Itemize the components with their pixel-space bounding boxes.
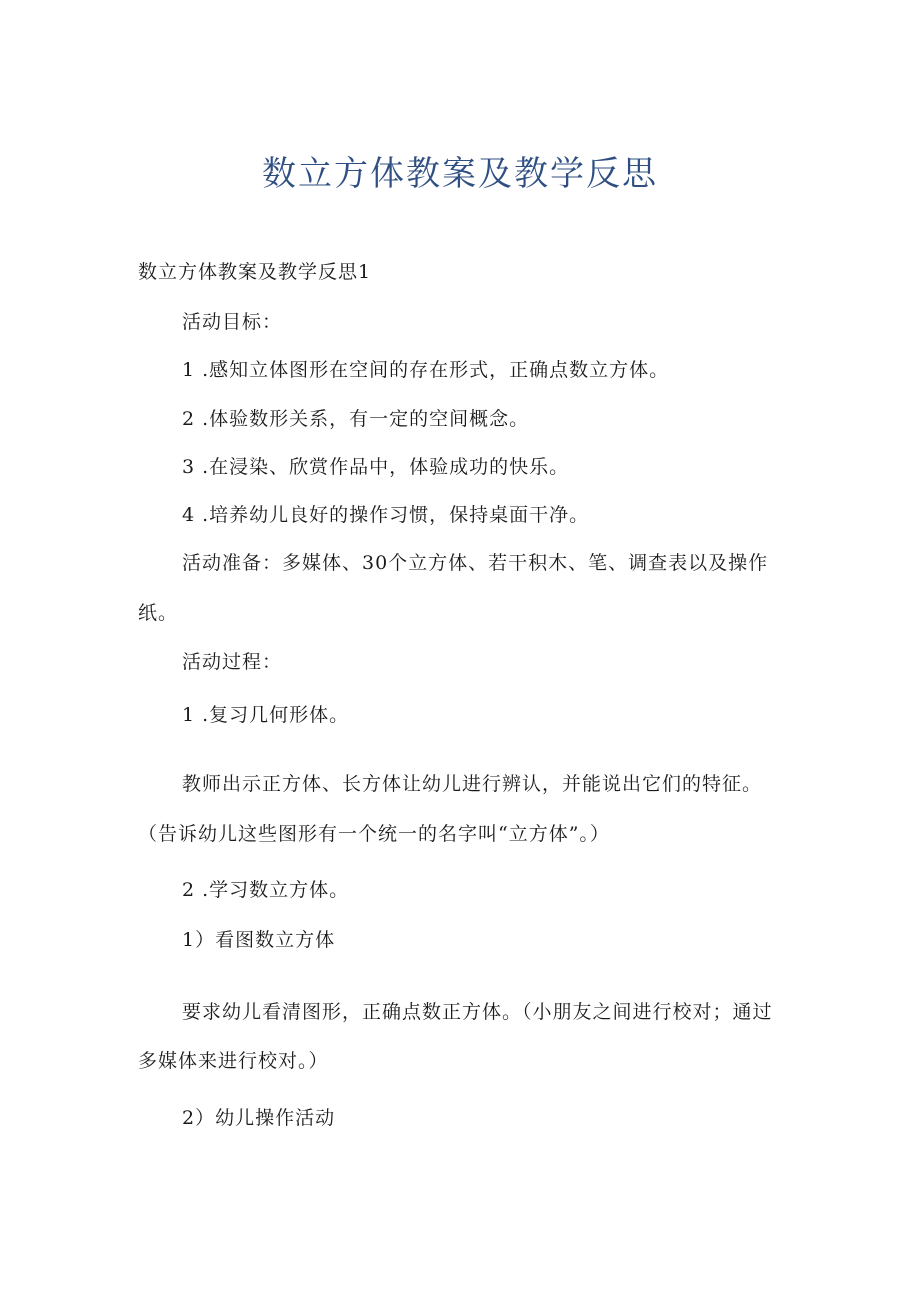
paragraph-line: 活动准备：多媒体、30个立方体、若干积木、笔、调查表以及操作 (182, 552, 769, 574)
paragraph-line: 2）幼儿操作活动 (182, 1107, 336, 1129)
paragraph-line: （告诉幼儿这些图形有一个统一的名字叫“立方体”。） (138, 823, 610, 845)
paragraph-line: 1 .感知立体图形在空间的存在形式，正确点数立方体。 (182, 359, 670, 381)
paragraph-line: 活动过程： (182, 651, 283, 673)
paragraph-line: 多媒体来进行校对。） (138, 1050, 329, 1072)
paragraph-line: 活动目标： (182, 311, 283, 333)
paragraph-line: 3 .在浸染、欣赏作品中，体验成功的快乐。 (182, 456, 570, 478)
section-heading: 数立方体教案及教学反思1 (138, 261, 372, 283)
paragraph-line: 1 .复习几何形体。 (182, 704, 350, 726)
paragraph-line: 2 .体验数形关系，有一定的空间概念。 (182, 408, 530, 430)
paragraph-line: 纸。 (138, 602, 179, 624)
paragraph-line: 4 .培养幼儿良好的操作习惯，保持桌面干净。 (182, 504, 590, 526)
paragraph-line: 要求幼儿看清图形，正确点数正方体。（小朋友之间进行校对；通过 (182, 1001, 773, 1023)
paragraph-line: 教师出示正方体、长方体让幼儿进行辨认，并能说出它们的特征。 (182, 773, 763, 795)
paragraph-line: 2 .学习数立方体。 (182, 879, 350, 901)
paragraph-line: 1）看图数立方体 (182, 929, 336, 951)
document-title: 数立方体教案及教学反思 (262, 154, 658, 194)
